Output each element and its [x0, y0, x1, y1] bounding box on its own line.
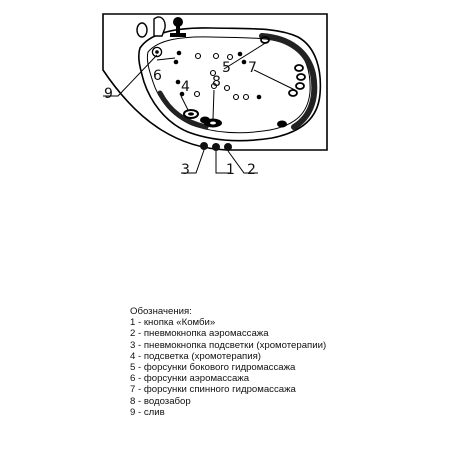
back-jet	[297, 74, 305, 80]
leader-line-6	[157, 58, 175, 60]
combi-button-icon	[212, 143, 220, 151]
legend-item: 7 - форсунки спинного гидромассажа	[130, 384, 296, 396]
callout-7: 7	[248, 60, 257, 76]
aero-jet-dot	[176, 80, 181, 85]
tub-back-band	[262, 36, 314, 127]
back-jet	[277, 121, 287, 128]
back-jet	[296, 83, 304, 89]
side-jet-ring	[195, 92, 200, 97]
legend-list	[130, 317, 326, 418]
legend-item: 4 - подсветка (хромотерапия)	[130, 350, 262, 362]
legend-item: 8 - водозабор	[130, 395, 191, 407]
aero-jet-dot	[242, 60, 247, 65]
legend-item: 5 - форсунки бокового гидромассажа	[130, 362, 296, 374]
water-intake-icon	[204, 119, 222, 128]
side-jet-ring	[234, 95, 239, 100]
callout-3: 3	[181, 162, 190, 178]
side-jet-ring	[196, 54, 201, 59]
leader-line-8	[213, 90, 214, 119]
tub-side-band	[160, 93, 206, 127]
legend-item: 1 - кнопка «Комби»	[130, 317, 216, 329]
aero-jet-dot	[238, 52, 243, 57]
back-jet	[289, 90, 297, 96]
leader-line-4	[181, 96, 188, 110]
aeromassage-button-icon	[224, 143, 232, 151]
side-jet-ring	[214, 54, 219, 59]
legend-item: 6 - форсунки аэромассажа	[130, 373, 250, 385]
aero-jet-dot	[174, 60, 179, 65]
faucet-icon	[137, 17, 165, 37]
callout-9: 9	[104, 86, 113, 102]
chromotherapy-button-icon	[200, 142, 208, 150]
callout-4: 4	[181, 79, 190, 95]
legend	[130, 306, 326, 418]
tub-basin	[147, 37, 310, 133]
side-jet-ring	[228, 55, 233, 60]
callout-5: 5	[222, 60, 231, 76]
callout-2: 2	[247, 162, 256, 178]
callout-8: 8	[212, 74, 221, 90]
side-jet-ring	[244, 95, 249, 100]
aero-jet-dot	[177, 51, 182, 56]
side-jet-ring	[225, 86, 230, 91]
legend-title: Обозначения:	[130, 306, 192, 317]
aero-jet-dot	[257, 95, 262, 100]
rim-buttons	[200, 142, 232, 151]
chromotherapy-light-icon	[184, 110, 198, 118]
back-jet	[261, 37, 269, 43]
legend-item: 9 - слив	[130, 406, 165, 418]
combi-knob-icon	[170, 17, 186, 37]
leader-lines	[103, 42, 295, 173]
callout-1: 1	[226, 162, 235, 178]
back-jet	[295, 65, 303, 71]
legend-item: 2 - пневмокнопка аэромассажа	[130, 328, 269, 340]
callout-6: 6	[153, 68, 162, 84]
legend-item: 3 - пневмокнопка подсветки (хромотерапии)	[130, 339, 327, 351]
leader-line-7	[254, 70, 295, 90]
